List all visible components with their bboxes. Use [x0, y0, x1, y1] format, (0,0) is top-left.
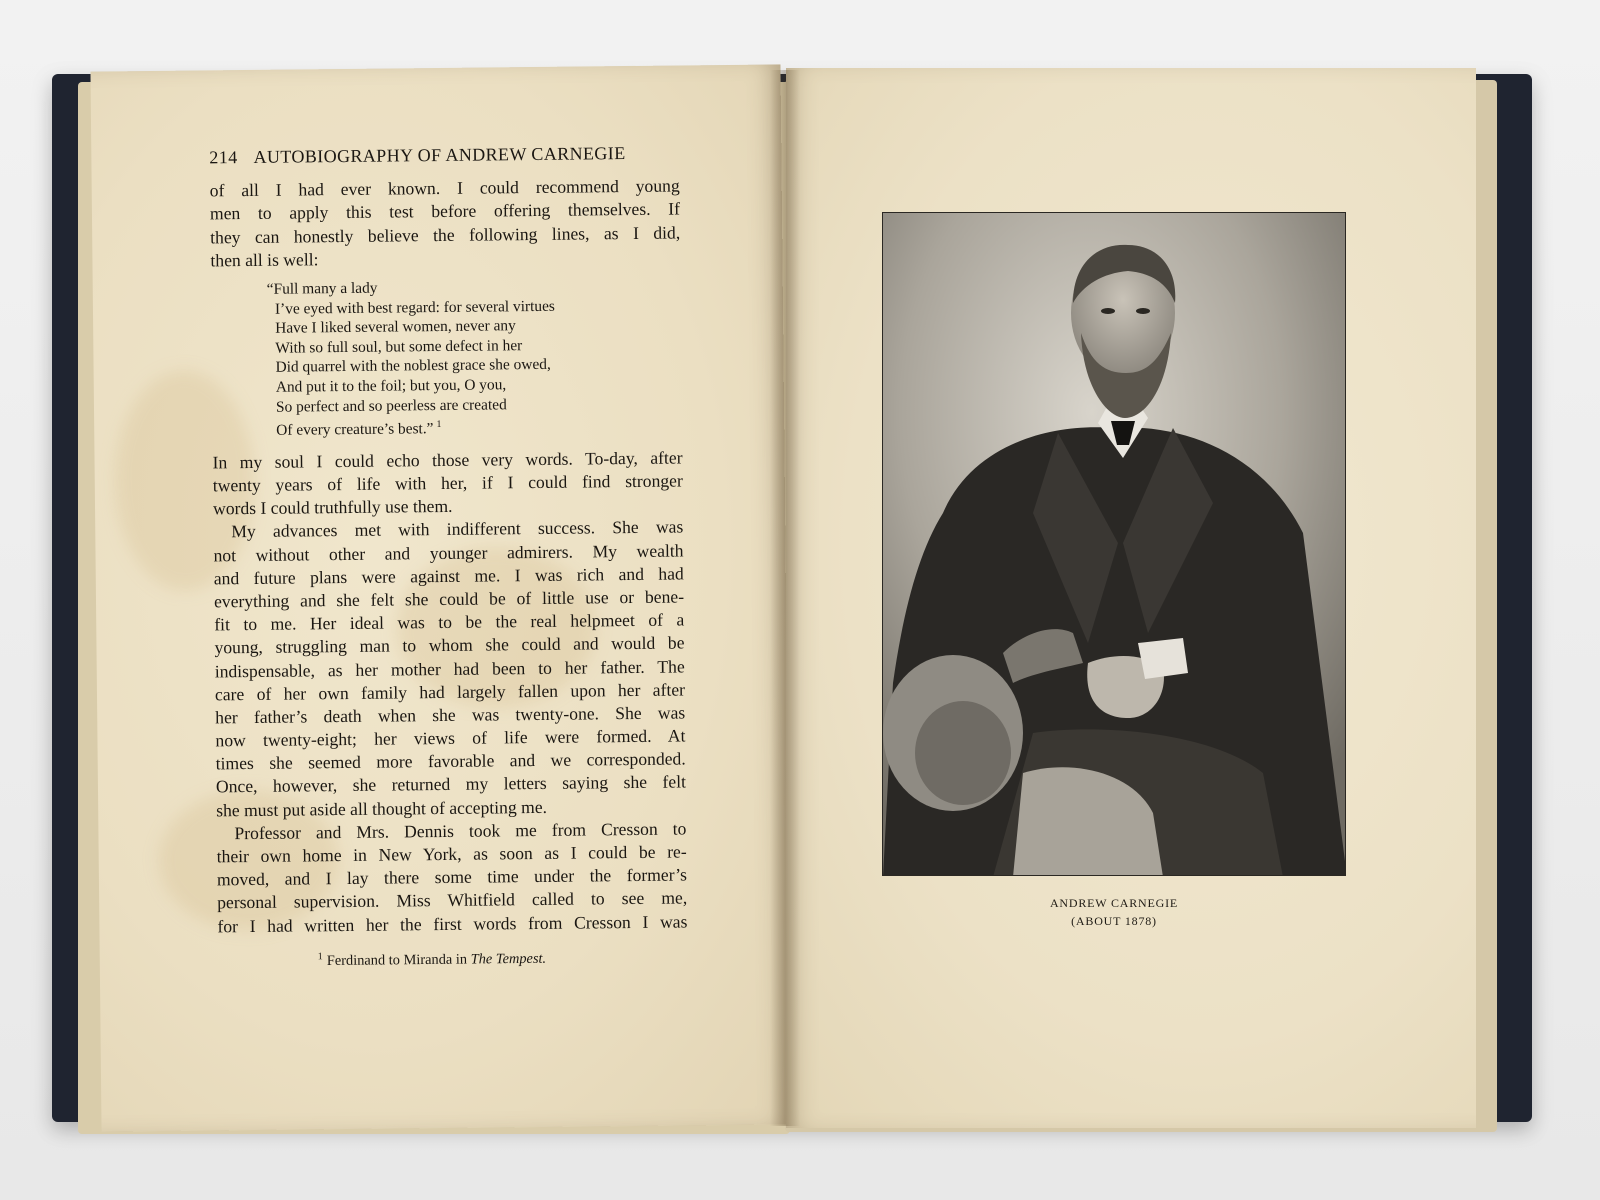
poem-line: “Full many a lady [266, 279, 378, 298]
text-line: of all I had ever known. I could recommend young [209, 175, 680, 201]
footnote-text: Ferdinand to Miranda in [326, 951, 468, 969]
text-line: indispensable, as her mother had been to her father. The [214, 655, 685, 681]
page-number: 214 [209, 147, 238, 168]
poem-line: So perfect and so peerless are created [275, 395, 507, 416]
text-line: then all is well: [210, 249, 319, 271]
poem-line: I’ve eyed with best regard: for several virtues [274, 297, 555, 318]
eye [1101, 308, 1115, 314]
text-line: she must put aside all thought of accepting me. [216, 796, 548, 821]
running-head-title: AUTOBIOGRAPHY OF ANDREW CARNEGIE [253, 143, 626, 167]
text-line: Once, however, she returned my letters saying she felt [215, 771, 687, 797]
text-line: they can honestly believe the following lines, as I did, [210, 222, 681, 247]
text-line: care of her own family had largely fallen upon her after [214, 679, 686, 705]
footnote-marker: 1 [317, 951, 323, 963]
text-line: moved, and I lay there some time under the former’s [216, 864, 688, 890]
text-line: personal supervision. Miss Whitfield called to see me, [217, 887, 688, 913]
photo-caption [882, 894, 1346, 930]
text-line: now twenty-eight; her views of life were formed. At [215, 725, 686, 751]
text-line: and future plans were against me. I was rich and had [213, 563, 684, 589]
portrait-image [883, 213, 1346, 876]
text-line: her father’s death when she was twenty-one. She was [215, 702, 686, 728]
hat-crown [915, 701, 1011, 805]
text-line: fit to me. Her ideal was to be the real helpmeet of a [214, 609, 685, 635]
text-line: young, struggling man to whom she could and would be [214, 632, 685, 658]
text-line: for I had written her the first words from Cresson I was [217, 911, 688, 936]
poem-last-line-text: Of every creature’s best.” [276, 420, 434, 439]
portrait-photograph [882, 212, 1346, 876]
text-line: men to apply this test before offering themselves. If [209, 198, 681, 224]
text-line: In my soul I could echo those very words. To-day, after [212, 447, 683, 473]
running-head [209, 141, 679, 169]
paragraph-1 [210, 175, 681, 273]
poem-line: With so full soul, but some defect in her [275, 336, 523, 357]
text-line: twenty years of life with her, if I could find stronger [212, 470, 683, 496]
text-line: words I could truthfully use them. [212, 496, 453, 519]
body-text [209, 141, 688, 974]
left-page [90, 64, 791, 1131]
book-gutter [770, 70, 800, 1126]
right-page [786, 68, 1476, 1128]
text-line: their own home in New York, as soon as I could be re- [216, 841, 687, 867]
poem-quote [267, 275, 683, 440]
shirt-cuff [1138, 638, 1188, 679]
poem-line [268, 413, 682, 441]
poem-line: Did quarrel with the noblest grace she owed, [275, 356, 551, 377]
eye [1136, 308, 1150, 314]
text-line: not without other and younger admirers. My wealth [213, 540, 684, 565]
poem-line: Have I liked several women, never any [275, 317, 516, 337]
paragraph-2 [212, 446, 683, 520]
text-line: My advances met with indifferent success. She was [231, 516, 684, 542]
poem-line: And put it to the foil; but you, O you, [275, 376, 507, 396]
text-line: everything and she felt she could be of little use or bene- [213, 586, 685, 612]
paragraph-3 [213, 516, 686, 822]
text-line: times she seemed more favorable and we corresponded. [215, 748, 686, 774]
footnote [218, 941, 688, 974]
text-line: Professor and Mrs. Dennis took me from Cresson to [234, 818, 687, 844]
paragraph-4 [216, 817, 687, 938]
footnote-title: The Tempest. [470, 950, 547, 968]
caption-date: (ABOUT 1878) [1071, 914, 1157, 928]
caption-name: ANDREW CARNEGIE [1049, 896, 1179, 910]
footnote-marker: 1 [436, 419, 442, 431]
